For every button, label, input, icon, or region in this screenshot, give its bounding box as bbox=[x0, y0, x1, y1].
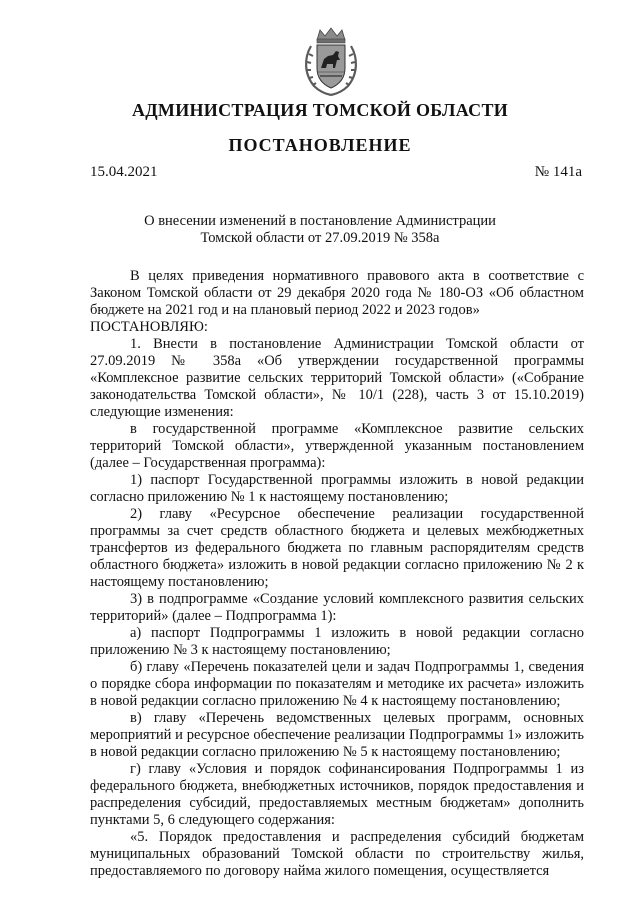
paragraph-subitem-1: 1) паспорт Государственной программы изложить в новой редакции согласно приложению № 1 к настоящему постановлению; bbox=[90, 472, 584, 505]
subject-line: О внесении изменений в постановление Администрации bbox=[144, 213, 496, 229]
paragraph-resolve: ПОСТАНОВЛЯЮ: bbox=[90, 319, 208, 335]
paragraph-item-1: 1. Внести в постановление Администрации Томской области от 27.09.2019 № 358а «Об утверждении государственной программы «Комплексное развитие сельских территорий Томской области» («Собрание законодательства Томской области», № 10/1 (228), часть 3 от 15.10.2019) следующие изменения: bbox=[90, 336, 584, 420]
tomsk-oblast-coat-of-arms-icon bbox=[300, 26, 362, 98]
document-number: № 141а bbox=[534, 164, 582, 180]
document-type: ПОСТАНОВЛЕНИЕ bbox=[228, 135, 412, 155]
paragraph-subitem-a: а) паспорт Подпрограммы 1 изложить в новой редакции согласно приложению № 3 к настоящему постановлению; bbox=[90, 625, 584, 658]
paragraph-subitem-v: в) главу «Перечень ведомственных целевых программ, основных мероприятий и ресурсное обеспечение реализации Подпрограммы 1» изложить в новой редакции согласно приложению № 5 к настоящему постановлению; bbox=[90, 710, 584, 760]
paragraph-quote-5: «5. Порядок предоставления и распределения субсидий бюджетам муниципальных образований Томской области по строительству жилья, предоставляемого по договору найма жилого помещения, осуществляется bbox=[90, 829, 584, 879]
organization-title: АДМИНИСТРАЦИЯ ТОМСКОЙ ОБЛАСТИ bbox=[131, 100, 509, 120]
subject-line: Томской области от 27.09.2019 № 358а bbox=[200, 230, 440, 246]
document-date: 15.04.2021 bbox=[90, 164, 158, 180]
paragraph-subitem-3: 3) в подпрограмме «Создание условий комплексного развития сельских территорий» (далее – Подпрограмма 1): bbox=[90, 591, 584, 624]
paragraph-program: в государственной программе «Комплексное развитие сельских территорий Томской области», утвержденной указанным постановлением (далее – Государственная программа): bbox=[90, 421, 584, 471]
paragraph-subitem-b: б) главу «Перечень показателей цели и задач Подпрограммы 1, сведения о порядке сбора информации по показателям и методике их расчета» изложить в новой редакции согласно приложению № 4 к настоящему постановлению; bbox=[90, 659, 584, 709]
paragraph-subitem-2: 2) главу «Ресурсное обеспечение реализации государственной программы за счет средств областного бюджета и целевых межбюджетных трансфертов из федерального бюджета по главным распорядителям средств областного бюджета» изложить в новой редакции согласно приложению № 2 к настоящему постановлению; bbox=[90, 506, 584, 590]
paragraph-preamble: В целях приведения нормативного правового акта в соответствие с Законом Томской области от 29 декабря 2020 года № 180-ОЗ «Об областном бюджете на 2021 год и на плановый период 2022 и 2023 годов» bbox=[90, 268, 584, 318]
document-subject bbox=[0, 213, 640, 247]
paragraph-subitem-g: г) главу «Условия и порядок софинансирования Подпрограммы 1 из федерального бюджета, внебюджетных источников, порядок предоставления и распределения субсидий, предоставляемых местным бюджетам» дополнить пунктами 5, 6 следующего содержания: bbox=[90, 761, 584, 828]
document-body bbox=[90, 268, 584, 880]
